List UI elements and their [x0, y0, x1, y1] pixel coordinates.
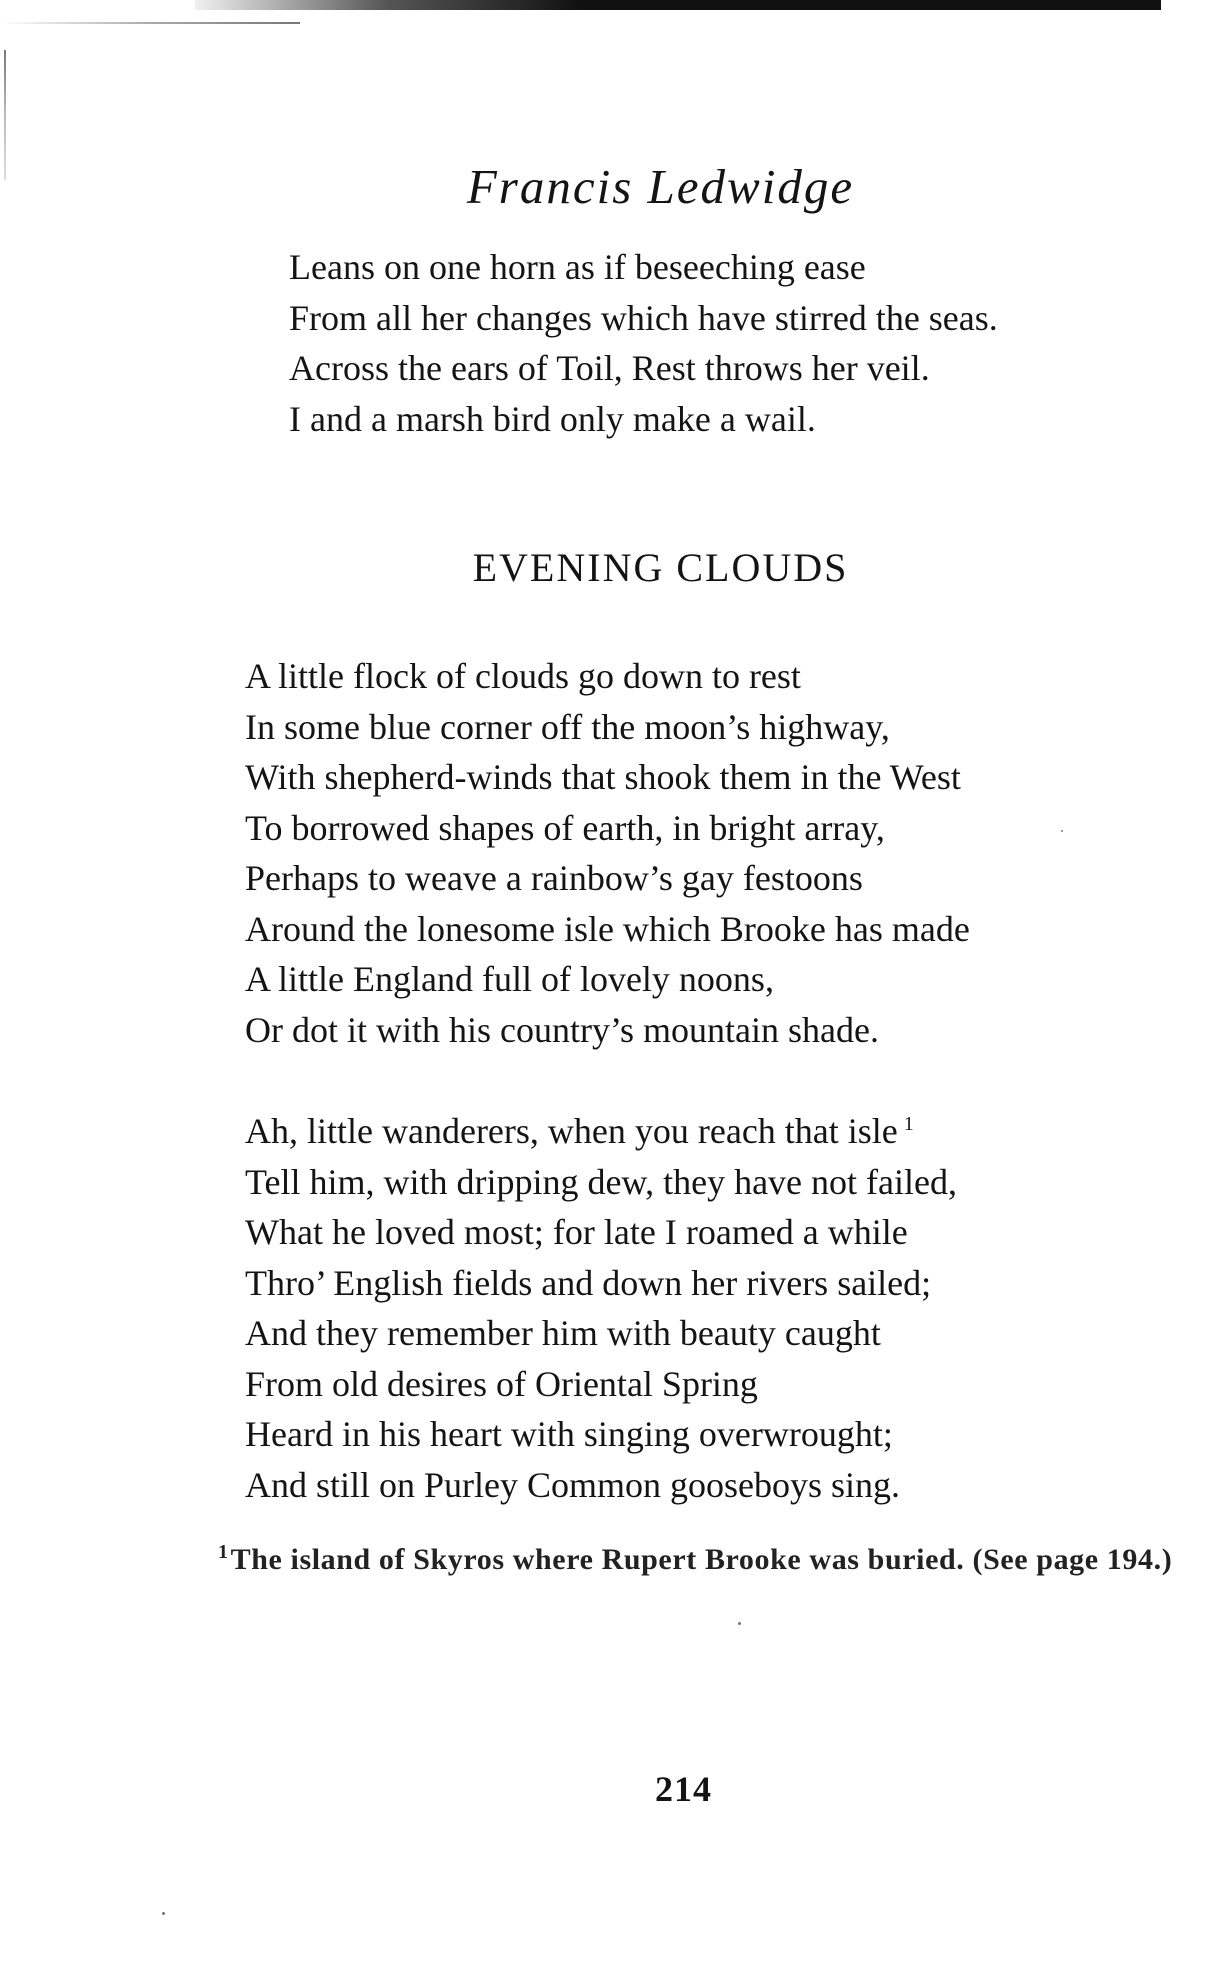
verse-line: Tell him, with dripping dew, they have not failed, [245, 1161, 957, 1202]
page-number: 214 [655, 1769, 712, 1809]
verse-line: A little flock of clouds go down to rest [245, 656, 801, 696]
verse-line: Leans on one horn as if beseeching ease [289, 247, 866, 287]
footnote-reference: 1 [903, 1113, 914, 1135]
verse-line: Or dot it with his country’s mountain shade. [245, 1009, 879, 1050]
continued-stanza [289, 242, 998, 444]
verse-line: Thro’ English fields and down her rivers sailed; [245, 1262, 932, 1303]
stanza-2 [245, 1106, 957, 1510]
verse-line: From all her changes which have stirred the seas. [289, 297, 998, 338]
verse-line: With shepherd-winds that shook them in the West [245, 757, 961, 797]
running-head: Francis Ledwidge [466, 159, 855, 214]
top-rule-faint [0, 22, 300, 24]
verse-line: In some blue corner off the moon’s highway, [245, 706, 890, 747]
print-speck [738, 1622, 741, 1625]
footnote [182, 1540, 1192, 1580]
verse-line: Around the lonesome isle which Brooke has made [245, 908, 970, 949]
verse-line: And still on Purley Common gooseboys sing. [245, 1464, 901, 1505]
verse-line: From old desires of Oriental Spring [245, 1363, 758, 1404]
footnote-text: The island of Skyros where Rupert Brooke was buried. (See page 194.) [230, 1543, 1173, 1576]
verse-line: I and a marsh bird only make a wail. [289, 398, 816, 439]
verse-line: Heard in his heart with singing overwrought; [245, 1414, 893, 1454]
verse-line-text: Ah, little wanderers, when you reach that isle [245, 1111, 898, 1151]
verse-line: A little England full of lovely noons, [245, 959, 774, 999]
footnote-marker: 1 [218, 1541, 229, 1563]
verse-line: What he loved most; for late I roamed a while [245, 1212, 908, 1252]
verse-line: And they remember him with beauty caught [245, 1313, 881, 1353]
top-rule [195, 0, 1161, 10]
verse-line: Perhaps to weave a rainbow’s gay festoons [245, 858, 863, 898]
poem-title: EVENING CLOUDS [472, 545, 849, 590]
print-speck [1061, 830, 1063, 832]
verse-line: Across the ears of Toil, Rest throws her veil. [289, 348, 930, 388]
verse-line [245, 1106, 957, 1157]
stanza-1 [245, 651, 970, 1055]
verse-line: To borrowed shapes of earth, in bright array, [245, 807, 885, 848]
print-speck [162, 1912, 165, 1915]
